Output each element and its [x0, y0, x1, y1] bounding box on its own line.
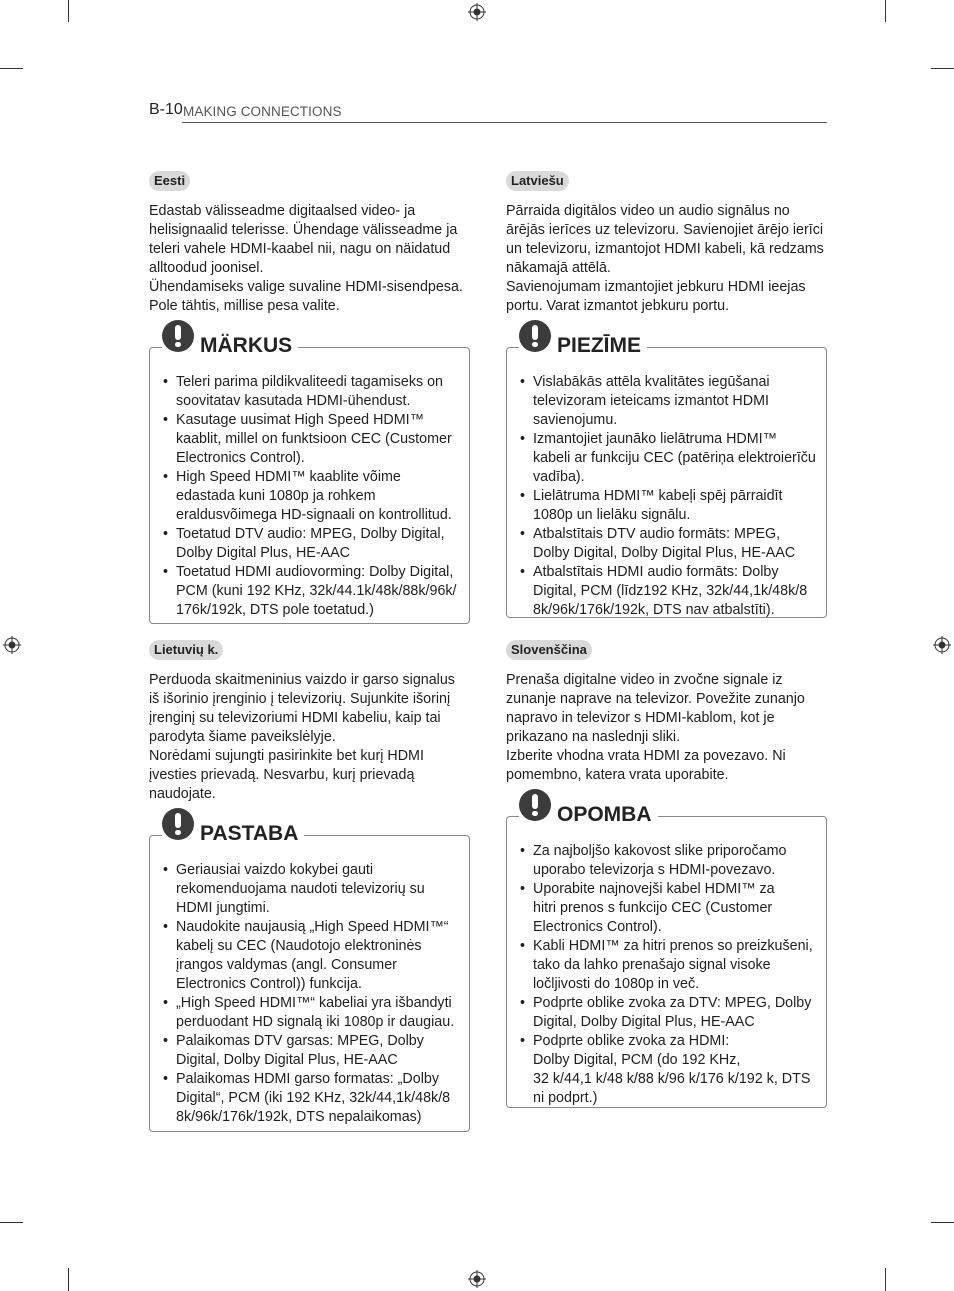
- note-heading: [162, 817, 304, 855]
- list-item: • Palaikomas DTV garsas: MPEG, Dolby Digital, Dolby Digital Plus, HE-AAC: [176, 1032, 460, 1070]
- crop-mark: [0, 68, 23, 69]
- page-number: B-10: [149, 101, 183, 118]
- crop-mark: [68, 1268, 69, 1291]
- crop-mark: [931, 68, 954, 69]
- exclamation-icon: [162, 808, 194, 840]
- registration-mark-icon: [933, 636, 951, 654]
- note-title: PIEZĪME: [557, 334, 642, 357]
- exclamation-icon: [519, 320, 551, 352]
- note-title: MÄRKUS: [200, 334, 293, 357]
- list-item: • Kasutage uusimat High Speed HDMI™ kaablit, millel on funktsioon CEC (Customer Electronics Control).: [176, 411, 460, 468]
- block-paragraph: Pārraida digitālos video un audio signālus no ārējās ierīces uz televizoru. Savienojiet ārējo ierīci un televizoru, izmantojot HDMI kabeli, kā redzams nākamajā attēlā. Savienojumam izmantojiet jebkuru HDMI ieejas portu. Varat izmantot jebkuru portu.: [506, 203, 824, 314]
- note-box-markus: [149, 329, 470, 624]
- language-block-eesti: [149, 171, 470, 316]
- list-item: • Lielātruma HDMI™ kabeļi spēj pārraidīt 1080p un lielāku signālu.: [533, 487, 817, 525]
- list-item: • Kabli HDMI™ za hitri prenos so preizkušeni, tako da lahko prenašajo signal visoke ločljivosti do 1080p in več.: [533, 937, 817, 994]
- language-badge: Lietuvių k.: [149, 640, 223, 660]
- note-heading: [519, 329, 647, 367]
- section-title: MAKING CONNECTIONS: [183, 104, 342, 119]
- list-item: • High Speed HDMI™ kaablite võime edastada kuni 1080p ja rohkem eraldusvõimega HD-signaali on kontrollitud.: [176, 468, 460, 525]
- note-list: [506, 373, 827, 620]
- note-box-pastaba: [149, 817, 470, 1132]
- block-paragraph: Perduoda skaitmeninius vaizdo ir garso signalus iš išorinio įrenginio į televizorių. Sujunkite išorinį įrenginį su televizoriumi HDMI kabeliu, kaip tai parodyta šiame paveikslėlyje. Norėdami sujungti pasirinkite bet kurį HDMI įvesties prievadą. Nesvarbu, kurį prievadą naudojate.: [149, 672, 455, 802]
- crop-mark: [931, 1222, 954, 1223]
- list-item: • Podprte oblike zvoka za HDMI: Dolby Digital, PCM (do 192 KHz, 32 k/44,1 k/48 k/88 k/96 k/176 k/192 k, DTS ni podprt.): [533, 1032, 817, 1108]
- note-title: PASTABA: [200, 822, 299, 845]
- note-list: [506, 842, 827, 1108]
- note-heading: [519, 798, 658, 836]
- list-item: • Atbalstītais HDMI audio formāts: Dolby Digital, PCM (līdz192 KHz, 32k/44,1k/48k/8 8k/96k/176k/192k, DTS nav atbalstīti).: [533, 563, 817, 620]
- note-list: [149, 861, 470, 1127]
- block-paragraph: Prenaša digitalne video in zvočne signale iz zunanje naprave na televizor. Povežite zunanjo napravo in televizor s HDMI-kablom, kot je prikazano na naslednji sliki. Izberite vhodna vrata HDMI za povezavo. Ni pomembno, katera vrata uporabite.: [506, 672, 805, 783]
- note-heading: [162, 329, 298, 367]
- language-badge: Eesti: [149, 171, 190, 191]
- language-badge: Slovenščina: [506, 640, 592, 660]
- list-item: • Podprte oblike zvoka za DTV: MPEG, Dolby Digital, Dolby Digital Plus, HE-AAC: [533, 994, 817, 1032]
- note-box-piezime: [506, 329, 827, 618]
- list-item: • Za najboljšo kakovost slike priporočamo uporabo televizorja s HDMI-povezavo.: [533, 842, 817, 880]
- registration-mark-icon: [3, 636, 21, 654]
- crop-mark: [68, 0, 69, 22]
- list-item: • Uporabite najnovejši kabel HDMI™ za hitri prenos s funkcijo CEC (Customer Electronics Control).: [533, 880, 817, 937]
- language-badge: Latviešu: [506, 171, 569, 191]
- list-item: • Teleri parima pildikvaliteedi tagamiseks on soovitatav kasutada HDMI-ühendust.: [176, 373, 460, 411]
- exclamation-icon: [519, 789, 551, 821]
- registration-mark-icon: [468, 3, 486, 21]
- list-item: • Palaikomas HDMI garso formatas: „Dolby Digital“, PCM (iki 192 KHz, 32k/44,1k/48k/8 8k/96k/176k/192k, DTS nepalaikomas): [176, 1070, 460, 1127]
- list-item: • Geriausiai vaizdo kokybei gauti rekomenduojama naudoti televizorių su HDMI jungtimi.: [176, 861, 460, 918]
- exclamation-icon: [162, 320, 194, 352]
- note-title: OPOMBA: [557, 803, 652, 826]
- list-item: • Atbalstītais DTV audio formāts: MPEG, Dolby Digital, Dolby Digital Plus, HE-AAC: [533, 525, 817, 563]
- crop-mark: [885, 1268, 886, 1291]
- header-rule: [182, 122, 827, 123]
- language-block-slovenscina: [506, 640, 827, 785]
- list-item: • „High Speed HDMI™“ kabeliai yra išbandyti perduodant HD signalą iki 1080p ir daugiau.: [176, 994, 460, 1032]
- crop-mark: [885, 0, 886, 22]
- list-item: • Izmantojiet jaunāko lielātruma HDMI™ kabeli ar funkciju CEC (patēriņa elektroierīču vadība).: [533, 430, 817, 487]
- list-item: • Naudokite naujausią „High Speed HDMI™“ kabelį su CEC (Naudotojo elektroninės įrangos valdymas (angl. Consumer Electronics Control)) funkcija.: [176, 918, 460, 994]
- block-paragraph: Edastab välisseadme digitaalsed video- ja helisignaalid telerisse. Ühendage välisseadme ja teleri vahele HDMI-kaabel nii, nagu on näidatud alltoodud joonisel. Ühendamiseks valige suvaline HDMI-sisendpesa. Pole tähtis, millise pesa valite.: [149, 203, 463, 314]
- note-list: [149, 373, 470, 620]
- language-block-lietuviu: [149, 640, 470, 804]
- registration-mark-icon: [468, 1270, 486, 1288]
- crop-mark: [0, 1222, 23, 1223]
- list-item: • Toetatud HDMI audiovorming: Dolby Digital, PCM (kuni 192 KHz, 32k/44.1k/48k/88k/96k/ 176k/192k, DTS pole toetatud.): [176, 563, 460, 620]
- language-block-latviesu: [506, 171, 827, 316]
- page-header: [149, 101, 827, 123]
- list-item: • Vislabākās attēla kvalitātes iegūšanai televizoram ieteicams izmantot HDMI savienojumu.: [533, 373, 817, 430]
- note-box-opomba: [506, 798, 827, 1108]
- list-item: • Toetatud DTV audio: MPEG, Dolby Digital, Dolby Digital Plus, HE-AAC: [176, 525, 460, 563]
